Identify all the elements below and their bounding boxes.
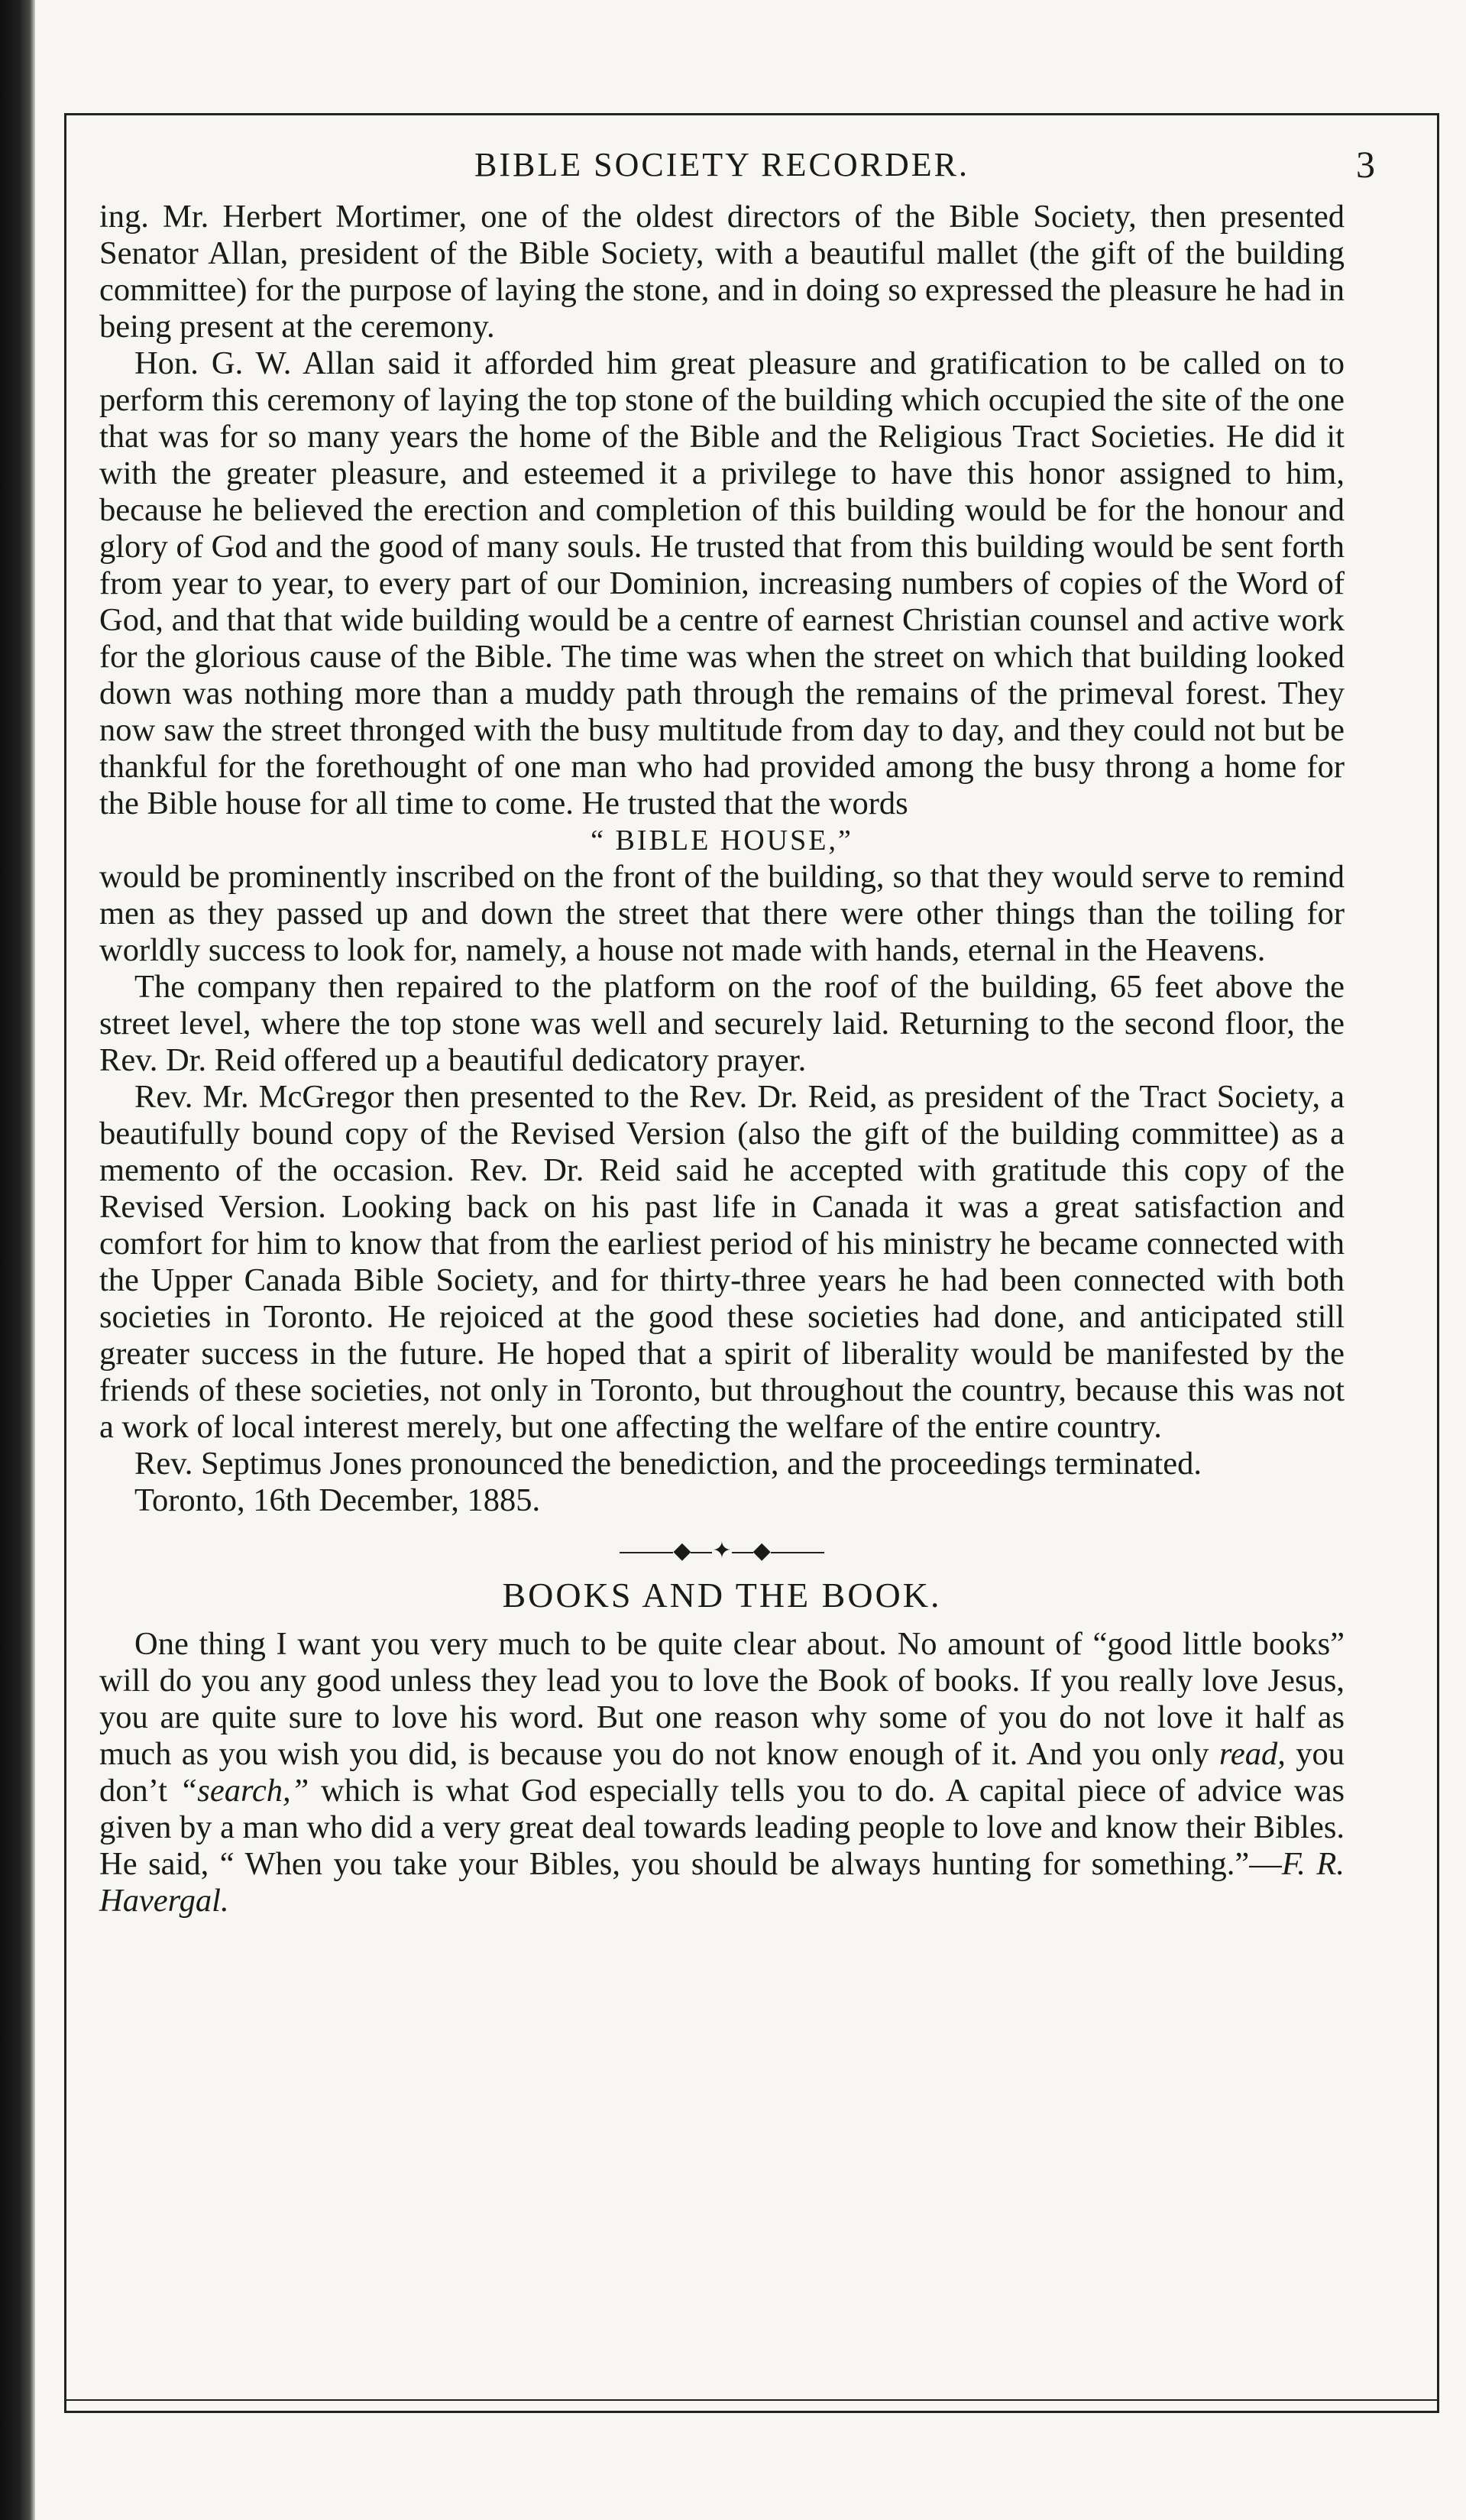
book-spine-shadow — [0, 0, 35, 2520]
article-paragraph-5: Rev. Mr. McGregor then presented to the Rev. Dr. Reid, as president of the Tract Society, a beautifully bound copy of the Revised Version (also the gift of the building committee) as a memento of the occasion. Rev. Dr. Reid said he accepted with gratitude this copy of the Revised Version. Looking back on his past life in Canada it was a great satisfaction and comfort for him to know that from the earliest period of his ministry he became connected with the Upper Canada Bible Society, and for thirty-three years he had been connected with both societies in Toronto. He rejoiced at the good these societies had done, and anticipated still greater success in the future. He hoped that a spirit of liberality would be manifested by the friends of these societies, not only in Toronto, but throughout the country, because this was not a work of local interest merely, but one affecting the welfare of the entire country. — [99, 1079, 1345, 1445]
page-number: 3 — [1356, 143, 1375, 186]
article-paragraph-2: Hon. G. W. Allan said it afforded him great pleasure and gratification to be called on to perform this ceremony of laying the top stone of the building which occupied the site of the one that was for so many years the home of the Bible and the Religious Tract Societies. He did it with the greater pleasure, and esteemed it a privilege to have this honor assigned to him, because he believed the erection and completion of this building would be for the honour and glory of God and the good of many souls. He trusted that from this building would be sent forth from year to year, to every part of our Dominion, increasing numbers of copies of the Word of God, and that that wide building would be a centre of earnest Christian counsel and active work for the glorious cause of the Bible. The time was when the street on which that building looked down was nothing more than a muddy path through the remains of the primeval forest. They now saw the street thronged with the busy multitude from day to day, and they could not but be thankful for the forethought of one man who had provided among the busy throng a home for the Bible house for all time to come. He trusted that the words — [99, 345, 1345, 821]
emphasis-read: read, — [1218, 1736, 1286, 1772]
books-text-c: which is what God especially tells you to do. A capital piece of advice was given by a man who did a very great deal towards leading people to love and know their Bibles. He said, “ When you take your Bibles, you should be always hunting for something.”— — [99, 1773, 1345, 1882]
bottom-rule — [64, 2399, 1439, 2401]
article-paragraph-6: Rev. Septimus Jones pronounced the benediction, and the proceedings terminated. — [134, 1446, 1202, 1482]
article-paragraph-4: The company then repaired to the platform on the roof of the building, 65 feet above the street level, where the top stone was well and securely laid. Returning to the second floor, the Rev. Dr. Reid offered up a beautiful dedicatory prayer. — [99, 969, 1345, 1078]
running-head: BIBLE SOCIETY RECORDER. — [474, 146, 969, 183]
section-divider-ornament: ◆ ✦ ◆ — [99, 1536, 1345, 1566]
emphasis-search: “search,” — [179, 1773, 309, 1809]
page-content — [99, 115, 1375, 1919]
books-text-b: you don’t — [99, 1736, 1345, 1809]
section-title: BOOKS AND THE BOOK. — [502, 1576, 942, 1615]
page-header — [99, 115, 1375, 199]
dateline: Toronto, 16th December, 1885. — [134, 1482, 541, 1518]
quoted-words: “ BIBLE HOUSE,” — [591, 824, 853, 857]
books-paragraph — [99, 1626, 1345, 1919]
books-text-a: One thing I want you very much to be quite clear about. No amount of “good little books” will do you any good unless they lead you to love the Book of books. If you really love Jesus, you are quite sure to love his word. But one reason why some of you do not love it half as much as you wish you did, is because you do not know enough of it. And you only — [99, 1626, 1345, 1772]
author-attribution: F. R. Havergal. — [99, 1846, 1345, 1919]
article-paragraph-1: ing. Mr. Herbert Mortimer, one of the oldest directors of the Bible Society, then presented Senator Allan, president of the Bible Society, with a beautiful mallet (the gift of the building committee) for the purpose of laying the stone, and in doing so expressed the pleasure he had in being present at the ceremony. — [99, 199, 1345, 345]
article-paragraph-3: would be prominently inscribed on the front of the building, so that they would serve to remind men as they passed up and down the street that there were other things than the toiling for worldly success to look for, namely, a house not made with hands, eternal in the Heavens. — [99, 859, 1345, 968]
